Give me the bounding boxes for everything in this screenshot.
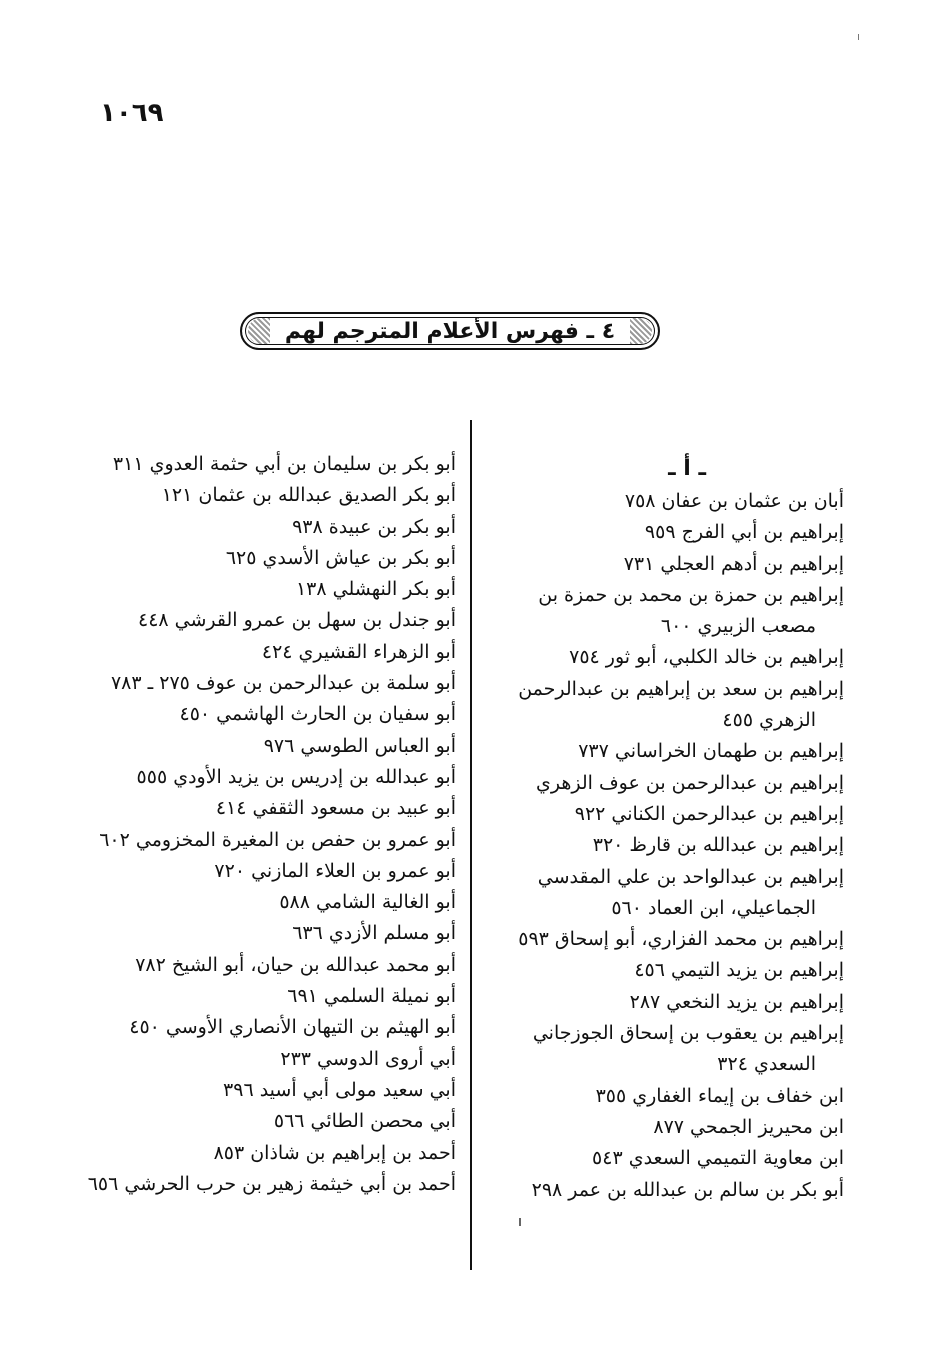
index-entry: إبراهيم بن أبي الفرج ٩٥٩ xyxy=(644,521,844,544)
index-entry: أبو مسلم الأزدي ٦٣٦ xyxy=(292,922,456,945)
index-entry: أبو بكر بن سليمان بن أبي حثمة العدوي ٣١١ xyxy=(112,453,456,475)
index-entry: أبو جندل بن سهل بن عمرو القرشي ٤٤٨ xyxy=(137,609,456,632)
left-column-entries xyxy=(66,449,456,1200)
index-entry: إبراهيم بن يعقوب بن إسحاق الجوزجاني السعدي ٣٢٤ xyxy=(532,1022,844,1076)
index-entry: أبو عبدالله بن إدريس بن يزيد الأودي ٥٥٥ xyxy=(136,765,456,788)
right-column-entries xyxy=(484,486,844,1206)
page-number: ١٠٦٩ xyxy=(100,98,164,128)
index-entry: أحمد بن إبراهيم بن شاذان ٨٥٣ xyxy=(213,1141,456,1164)
scan-mark xyxy=(519,1218,521,1226)
index-entry: أبو نميلة السلمي ٦٩١ xyxy=(287,985,456,1008)
index-entry: أبي محصن الطائي ٥٦٦ xyxy=(273,1110,456,1133)
left-column xyxy=(66,449,456,1200)
index-entry: أبي أروى الدوسي ٢٣٣ xyxy=(280,1047,456,1070)
banner-ornament xyxy=(248,318,270,344)
index-entry: ابن خفاف بن إيماء الغفاري ٣٥٥ xyxy=(595,1084,844,1107)
index-entry: إبراهيم بن يزيد التيمي ٤٥٦ xyxy=(634,959,844,982)
section-heading-alif: ـ أ ـ xyxy=(668,456,706,481)
index-entry: أبو عبيد بن مسعود الثقفي ٤١٤ xyxy=(215,797,456,820)
index-entry: أبو بكر النهشلي ١٣٨ xyxy=(295,578,456,601)
index-entry: أبو سلمة بن عبدالرحمن بن عوف ٢٧٥ ـ ٧٨٣ xyxy=(110,672,456,695)
index-entry: أبو بكر بن عياش الأسدي ٦٢٥ xyxy=(225,546,456,569)
index-entry: أبي سعيد مولى أبي أسيد ٣٩٦ xyxy=(223,1078,456,1101)
index-entry: أبو بكر الصديق عبدالله بن عثمان ١٢١ xyxy=(161,484,456,507)
index-entry: أبو الهيثم بن التيهان الأنصاري الأوسي ٤٥٠ xyxy=(129,1016,456,1039)
index-entry: أبو عمرو بن حفص بن المغيرة المخزومي ٦٠٢ xyxy=(99,828,456,851)
index-entry: أبو الزهراء القشيري ٤٢٤ xyxy=(261,640,456,663)
index-entry: أبو بكر بن عبيدة ٩٣٨ xyxy=(292,515,456,538)
index-entry: إبراهيم بن عبدالرحمن بن عوف الزهري xyxy=(536,771,844,794)
index-entry: إبراهيم بن خالد الكلبي، أبو ثور ٧٥٤ xyxy=(569,646,844,669)
index-entry: أبو بكر بن سالم بن عبدالله بن عمر ٢٩٨ xyxy=(531,1178,844,1201)
index-entry: ابن محيريز الجمحي ٨٧٧ xyxy=(653,1115,844,1138)
index-entry: إبراهيم بن عبدالرحمن الكناني ٩٢٢ xyxy=(574,802,844,825)
index-entry: أحمد بن أبي خيثمة زهير بن حرب الحرشي ٦٥٦ xyxy=(87,1172,456,1195)
scan-mark xyxy=(858,34,859,40)
banner-ornament xyxy=(630,318,652,344)
index-entry: أبو العباس الطوسي ٩٧٦ xyxy=(263,734,456,757)
index-entry: أبو عمرو بن العلاء المازني ٧٢٠ xyxy=(214,859,456,882)
index-entry: أبو سفيان بن الحارث الهاشمي ٤٥٠ xyxy=(179,703,456,726)
index-entry: إبراهيم بن يزيد النخعي ٢٨٧ xyxy=(629,990,844,1013)
index-entry: إبراهيم بن حمزة بن محمد بن حمزة بن مصعب الزبيري ٦٠٠ xyxy=(538,583,844,638)
index-entry: إبراهيم بن عبدالواحد بن علي المقدسي الجماعيلي، ابن العماد ٥٦٠ xyxy=(537,865,844,919)
index-entry: إبراهيم بن أدهم العجلي ٧٣١ xyxy=(623,552,844,575)
index-entry: ابن معاوية التميمي السعدي ٥٤٣ xyxy=(592,1147,844,1170)
index-title: ٤ ـ فهرس الأعلام المترجم لهم xyxy=(284,318,616,344)
column-divider xyxy=(470,420,472,1270)
index-entry: أبو الغالية الشامي ٥٨٨ xyxy=(279,891,456,914)
index-entry: أبو محمد عبدالله بن حيان، أبو الشيخ ٧٨٢ xyxy=(135,953,456,976)
right-column xyxy=(484,453,844,1206)
index-entry: أبان بن عثمان بن عفان ٧٥٨ xyxy=(624,490,844,512)
index-title-banner xyxy=(240,312,660,350)
index-entry: إبراهيم بن طهمان الخراساني ٧٣٧ xyxy=(578,740,844,763)
index-entry: إبراهيم بن سعد بن إبراهيم بن عبدالرحمن الزهري ٤٥٥ xyxy=(518,677,844,732)
index-entry: إبراهيم بن عبدالله بن قارظ ٣٢٠ xyxy=(592,834,844,857)
index-entry: إبراهيم بن محمد الفزاري، أبو إسحاق ٥٩٣ xyxy=(518,928,844,951)
